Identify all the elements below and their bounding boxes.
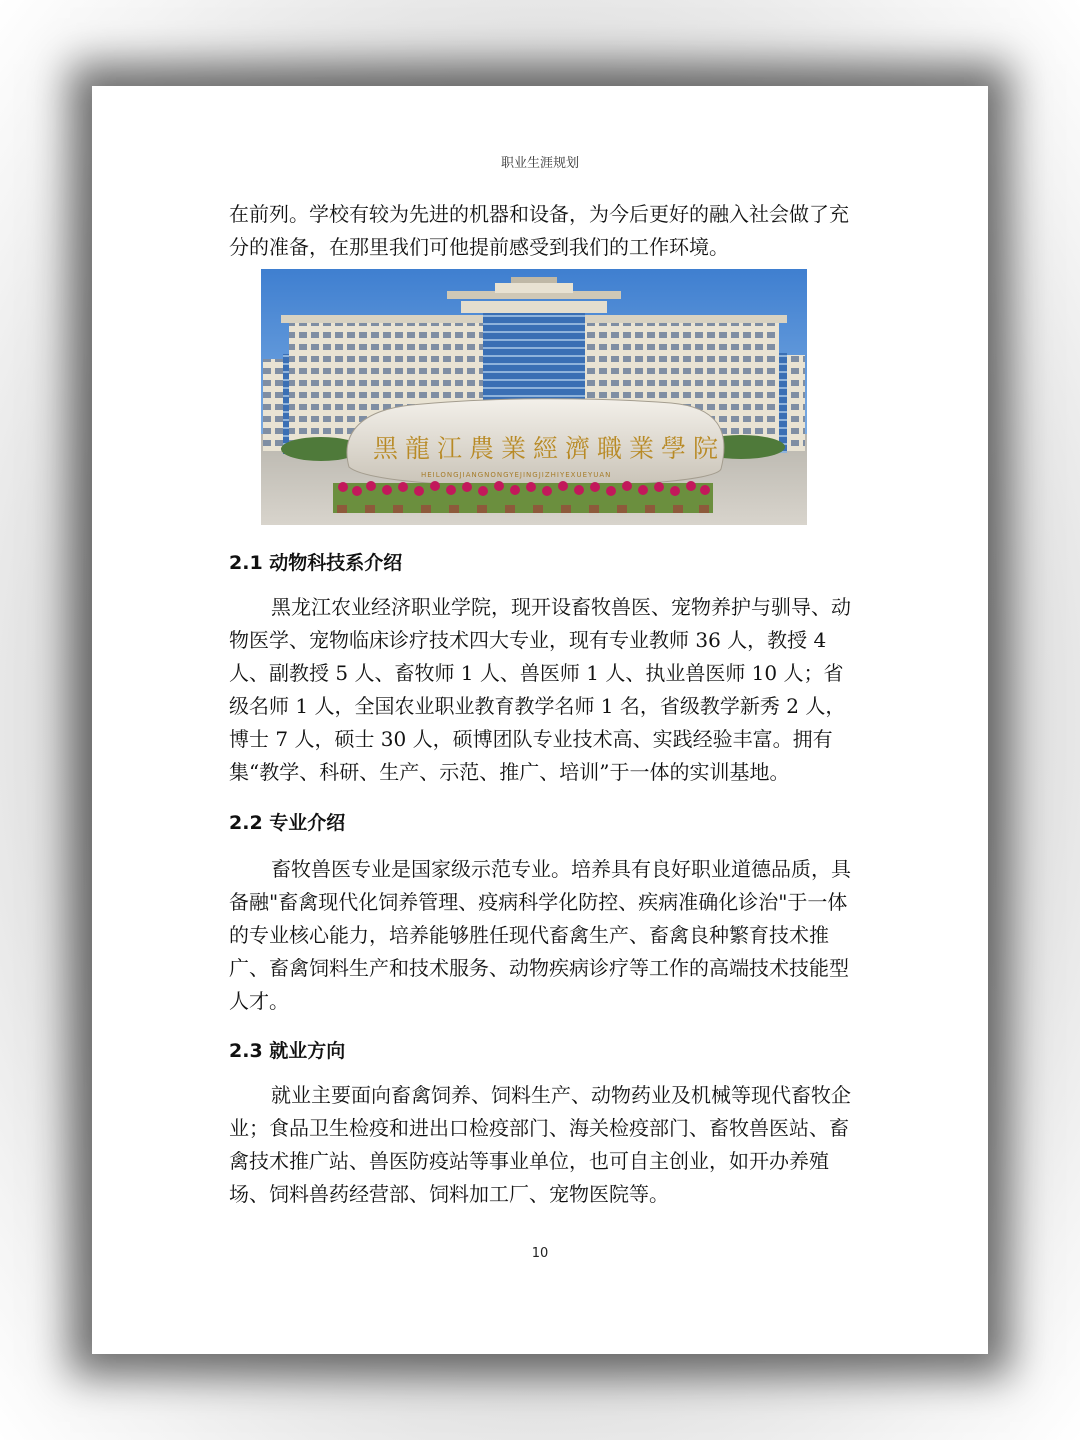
section-heading-2-1: 2.1 动物科技系介绍 [229,552,403,574]
running-header: 职业生涯规划 [500,156,579,171]
section-body-2-1: 黑龙江农业经济职业学院，现开设畜牧兽医、宠物养护与驯导、动物医学、宠物临床诊疗技术四大专业，现有专业教师 36 人，教授 4 人、副教授 5 人、畜牧师 1 人、兽医师 1 人、执业兽医师 10 人；省级名师 1 人，全国农业职业教育教学名师 1 名，省级教学新秀 2 人，博士 7 人，硕士 30 人，硕博团队专业技术高、实践经验丰富。拥有集“教学、科研、生产、示范、推广、培训”于一体的实训基地。 [229,595,851,784]
section-body-2-2: 畜牧兽医专业是国家级示范专业。培养具有良好职业道德品质，具备融"畜禽现代化饲养管理、疫病科学化防控、疾病准确化诊治"于一体的专业核心能力，培养能够胜任现代畜禽生产、畜禽良种繁育技术推广、畜禽饲料生产和技术服务、动物疾病诊疗等工作的高端技术技能型人才。 [229,857,851,1013]
section-body-2-3: 就业主要面向畜禽饲养、饲料生产、动物药业及机械等现代畜牧企业；食品卫生检疫和进出口检疫部门、海关检疫部门、畜牧兽医站、畜禽技术推广站、兽医防疫站等事业单位，也可自主创业，如开办养殖场、饲料兽药经营部、饲料加工厂、宠物医院等。 [229,1083,851,1206]
section-heading-2-3: 2.3 就业方向 [229,1040,346,1062]
page-number: 10 [531,1246,549,1261]
campus-photo [261,269,807,525]
section-heading-2-2: 2.2 专业介绍 [229,812,346,834]
stone-pinyin: HEILONGJIANGNONGYEJINGJIZHIYEXUEYUAN [421,471,612,479]
stone-inscription: 黑龍江農業經濟職業學院 [373,434,726,463]
intro-paragraph: 在前列。学校有较为先进的机器和设备，为今后更好的融入社会做了充分的准备，在那里我们可他提前感受到我们的工作环境。 [229,202,849,259]
document-page [92,86,988,1354]
